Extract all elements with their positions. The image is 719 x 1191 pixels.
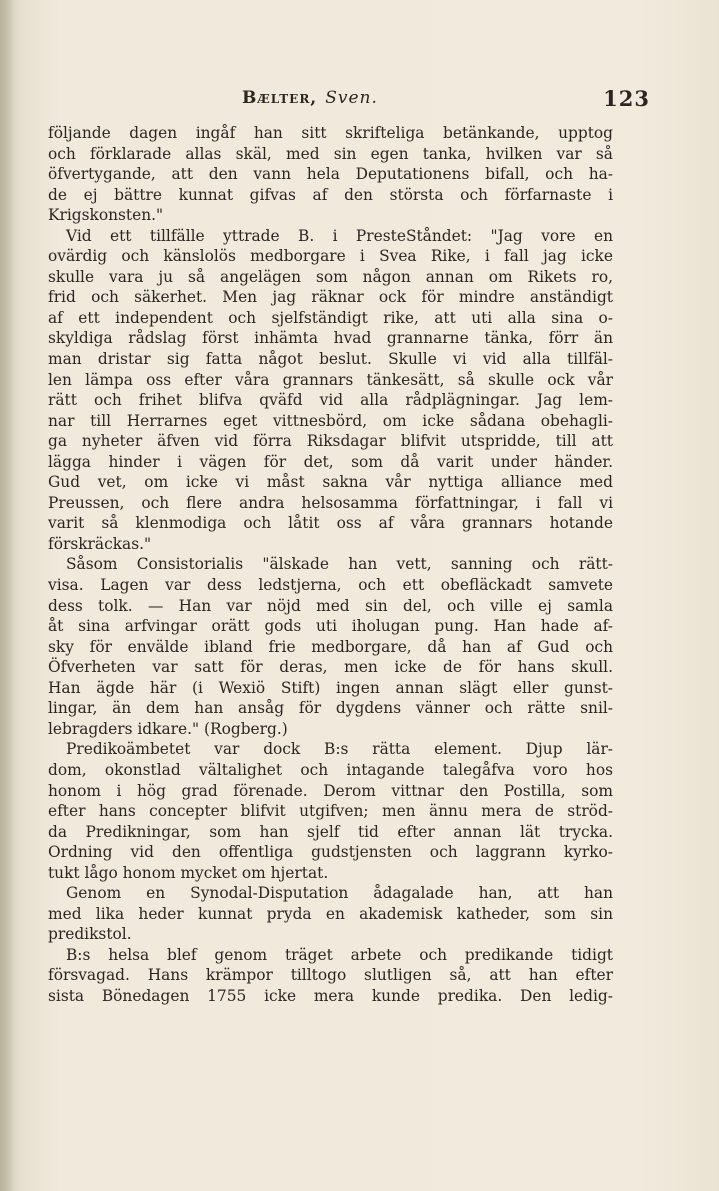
text-line: Vid ett tillfälle yttrade B. i PresteStåndet: "Jag vore en (66, 226, 613, 245)
text-line: Preussen, och flere andra helsosamma författningar, i fall vi (48, 493, 613, 512)
text-line: Såsom Consistorialis "älskade han vett, sanning och rätt- (66, 555, 613, 574)
text-line: varit så klenmodiga och låtit oss af våra grannars hotande (48, 514, 613, 533)
text-line: frid och säkerhet. Men jag räknar ock för mindre anständigt (48, 288, 613, 307)
text-line: Krigskonsten." (48, 206, 164, 225)
text-line: med lika heder kunnat pryda en akademisk katheder, som sin (48, 904, 613, 923)
text-line: dom, okonstlad vältalighet och intagande talegåfva voro hos (48, 760, 613, 779)
text-line: dess tolk. — Han var nöjd med sin del, och ville ej samla (48, 596, 613, 615)
text-line: lingar, än dem han ansåg för dygdens vänner och rätte snil- (48, 699, 613, 718)
text-line: försvagad. Hans krämpor tilltogo slutligen så, att han efter (48, 966, 613, 985)
text-line: efter hans concepter blifvit utgifven; men ännu mera de ströd- (48, 802, 613, 821)
text-line: af ett independent och sjelfständigt rike, att uti alla sina o- (48, 308, 613, 327)
text-line: sky för envälde ibland frie medborgare, då han af Gud och (48, 637, 613, 656)
text-line: åt sina arfvingar orätt gods uti iholugan pung. Han hade af- (48, 617, 613, 636)
running-head (242, 88, 378, 108)
text-line: Öfverheten var satt för deras, men icke de för hans skull. (48, 658, 613, 677)
text-line: visa. Lagen var dess ledstjerna, och ett obefläckadt samvete (48, 576, 613, 595)
running-title: Bælter, (242, 88, 318, 108)
text-line: öfvertygande, att den vann hela Deputationens bifall, och ha- (48, 165, 613, 184)
text-line: lebragders idkare." (Rogberg.) (48, 719, 288, 738)
text-line: de ej bättre kunnat gifvas af den största och förfarnaste i (48, 185, 613, 204)
text-line: predikstol. (48, 925, 132, 944)
text-line: ovärdig och känslolös medborgare i Svea Rike, i fall jag icke (48, 247, 613, 266)
text-line: rätt och frihet blifva qväfd vid alla rådplägningar. Jag lem- (48, 391, 613, 410)
text-line: nar till Herrarnes eget vittnesbörd, om icke sådana obehagli- (48, 411, 613, 430)
text-line: Genom en Synodal-Disputation ådagalade han, att han (66, 884, 613, 903)
text-line: honom i hög grad förenade. Derom vittnar den Postilla, som (48, 781, 613, 800)
text-line: Predikoämbetet var dock B:s rätta element. Djup lär- (66, 740, 613, 759)
text-line: och förklarade allas skäl, med sin egen tanka, hvilken var så (48, 144, 613, 163)
text-line: Gud vet, om icke vi måst sakna vår nyttiga alliance med (48, 473, 613, 492)
running-name: Sven. (325, 88, 378, 108)
text-line: ga nyheter äfven vid förra Riksdagar blifvit utspridde, till att (48, 432, 613, 451)
text-line: Ordning vid den offentliga gudstjensten och laggrann kyrko- (48, 843, 613, 862)
spine-shadow (0, 0, 14, 1191)
text-line: följande dagen ingåf han sitt skrifteliga betänkande, upptog (48, 124, 613, 142)
text-line: tukt lågo honom mycket om hjertat. (48, 863, 329, 882)
text-line: skulle vara ju så angelägen som någon annan om Rikets ro, (48, 267, 613, 286)
text-line: sista Bönedagen 1755 icke mera kunde predika. Den ledig- (48, 986, 613, 1005)
body-text (48, 123, 613, 1007)
text-line: skyldiga rådslag först inhämta hvad grannarne tänka, förr än (48, 329, 613, 348)
page-header (150, 88, 650, 118)
text-line: da Predikningar, som han sjelf tid efter annan lät trycka. (48, 822, 613, 841)
text-line: len lämpa oss efter våra grannars tänkesätt, så skulle ock vår (48, 370, 613, 389)
text-line: lägga hinder i vägen för det, som då varit under händer. (48, 452, 613, 471)
text-line: Han ägde här (i Wexiö Stift) ingen annan slägt eller gunst- (48, 678, 613, 697)
text-line: förskräckas." (48, 534, 152, 553)
text-line: B:s helsa blef genom träget arbete och predikande tidigt (66, 945, 613, 964)
page-number: 123 (603, 86, 650, 111)
text-line: man dristar sig fatta något beslut. Skulle vi vid alla tillfäl- (48, 350, 613, 369)
